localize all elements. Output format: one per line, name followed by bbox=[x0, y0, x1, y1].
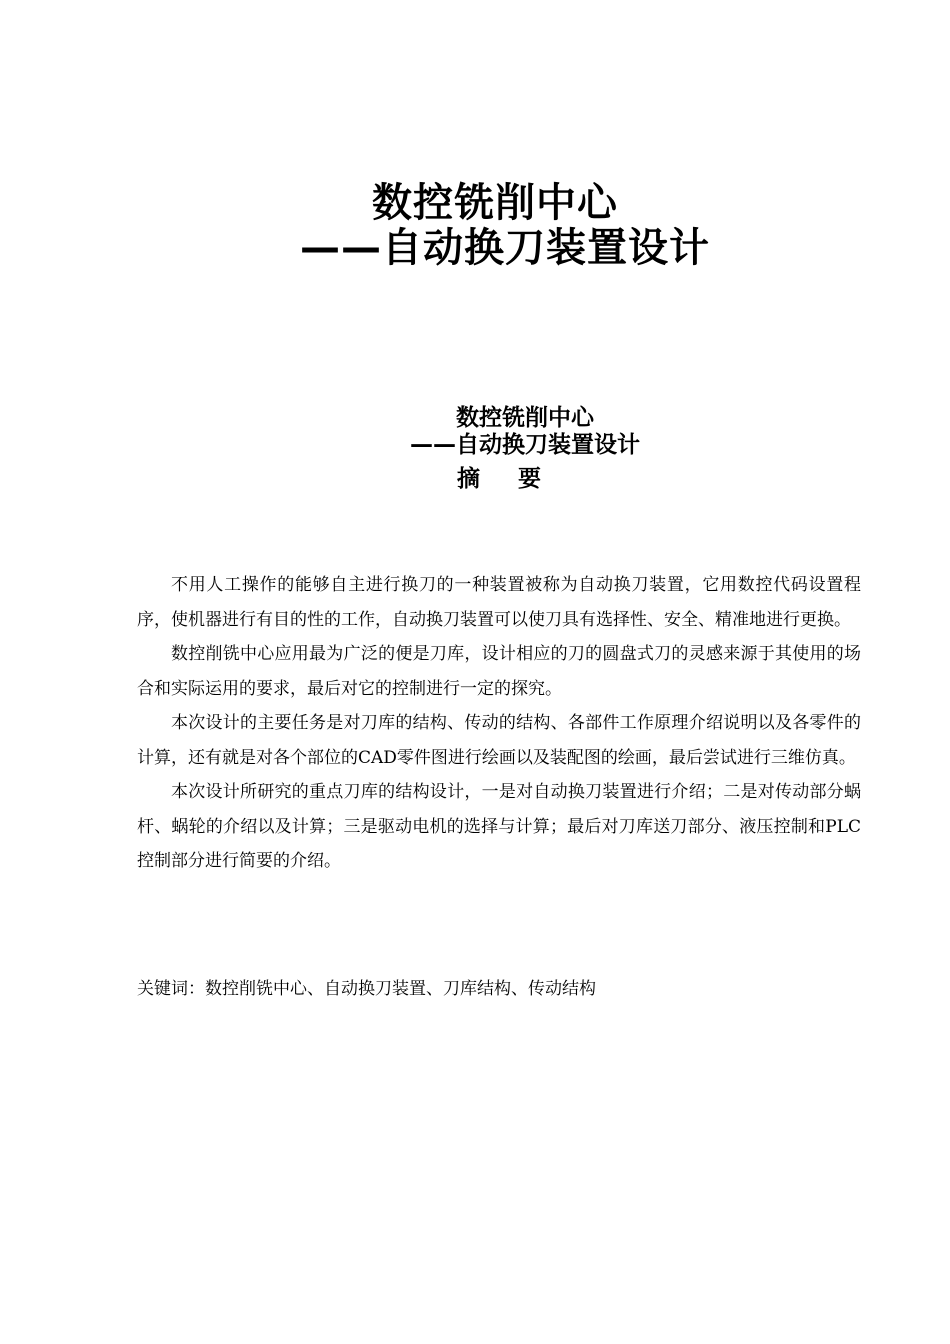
abstract-paragraph-3: 本次设计的主要任务是对刀库的结构、传动的结构、各部件工作原理介绍说明以及各零件的计算，还有就是对各个部位的CAD零件图进行绘画以及装配图的绘画，最后尝试进行三维仿真。 bbox=[137, 713, 861, 768]
abstract-title-line2: ——自动换刀装置设计 bbox=[410, 432, 640, 458]
abstract-heading-char1: 摘 bbox=[457, 466, 480, 492]
abstract-body bbox=[137, 568, 861, 879]
abstract-heading bbox=[457, 464, 541, 494]
cover-title-line1: 数控铣削中心 bbox=[372, 180, 618, 226]
abstract-heading-char2: 要 bbox=[518, 466, 541, 492]
abstract-title-line1: 数控铣削中心 bbox=[456, 405, 594, 431]
abstract-paragraph-4: 本次设计所研究的重点刀库的结构设计，一是对自动换刀装置进行介绍；二是对传动部分蜗杆、蜗轮的介绍以及计算；三是驱动电机的选择与计算；最后对刀库送刀部分、液压控制和PLC控制部分进行简要的介绍。 bbox=[137, 782, 861, 871]
abstract-paragraph-1: 不用人工操作的能够自主进行换刀的一种装置被称为自动换刀装置，它用数控代码设置程序，使机器进行有目的性的工作，自动换刀装置可以使刀具有选择性、安全、精准地进行更换。 bbox=[137, 575, 861, 630]
keywords-line: 关键词：数控削铣中心、自动换刀装置、刀库结构、传动结构 bbox=[137, 979, 596, 999]
abstract-paragraph-2: 数控削铣中心应用最为广泛的便是刀库，设计相应的刀的圆盘式刀的灵感来源于其使用的场合和实际运用的要求，最后对它的控制进行一定的探究。 bbox=[137, 644, 861, 699]
cover-title-line2: ——自动换刀装置设计 bbox=[300, 225, 710, 271]
